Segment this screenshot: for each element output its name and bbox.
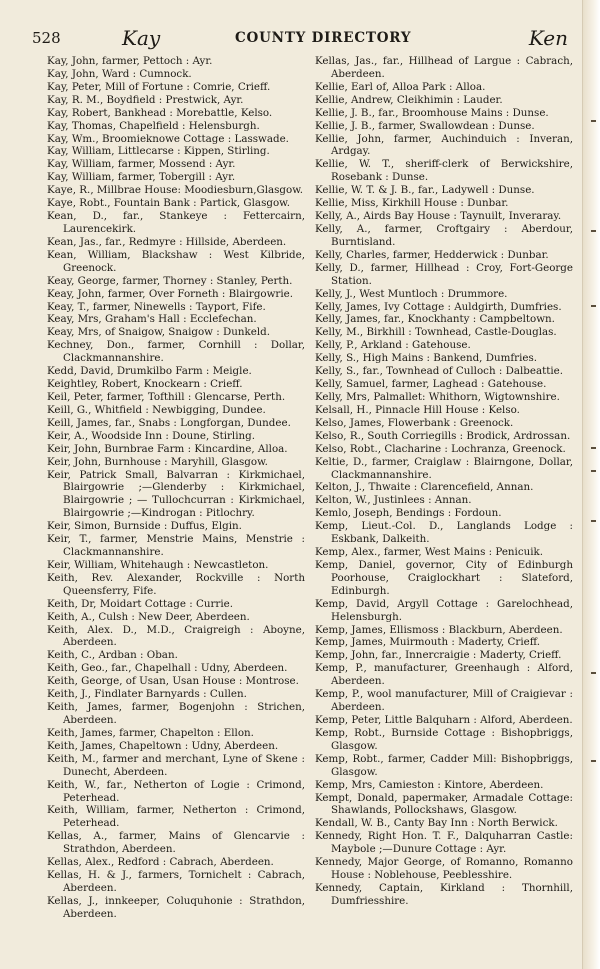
directory-entry: Keith, C., Ardban : Oban. [47,649,178,662]
directory-entry: Kellie, Miss, Kirkhill House : Dunbar. [315,197,509,210]
directory-entry: Kelly, P., Arkland : Gatehouse. [315,339,471,352]
header-left-guide-word: Kay [122,26,161,50]
directory-entry: Kemp, David, Argyll Cottage : Garelochhead, Helensburgh. [315,597,573,623]
directory-entry: Kay, R. M., Boydfield : Prestwick, Ayr. [47,93,244,106]
directory-entry: Kean, William, Blackshaw : West Kilbride, Greenock. [47,248,305,274]
directory-entry: Keith, Dr, Moidart Cottage : Currie. [47,597,234,610]
directory-entry: Kellas, A., farmer, Mains of Glencarvie : Strathdon, Aberdeen. [47,830,305,856]
header-right-guide-word: Ken [528,26,568,50]
directory-entry: Kelly, S., High Mains : Bankend, Dumfries. [315,352,538,365]
page-header [32,20,568,50]
directory-entry: Keir, A., Woodside Inn : Doune, Stirling. [47,429,255,442]
directory-entry: Kay, William, farmer, Tobergill : Ayr. [47,171,236,184]
directory-entry: Keay, Mrs, Graham's Hall : Ecclefechan. [47,313,257,326]
directory-entry: Kay, Thomas, Chapelfield : Helensburgh. [47,119,260,132]
directory-entry: Keith, James, Chapeltown : Udny, Aberdeen. [47,739,279,752]
directory-entry: Kelso, R., South Corriegills : Brodick, Ardrossan. [315,429,571,442]
directory-entry: Keir, T., farmer, Menstrie Mains, Menstrie : Clackmannanshire. [47,533,305,559]
directory-entry: Kellie, Andrew, Cleikhimin : Lauder. [315,93,503,106]
directory-entry: Keir, John, Burnhouse : Maryhill, Glasgow. [47,455,268,468]
directory-entry: Kennedy, Captain, Kirkland : Thornhill, Dumfriesshire. [315,882,573,907]
directory-entry: Kay, Peter, Mill of Fortune : Comrie, Crieff. [47,80,271,93]
directory-entry: Kemp, James, Ellismoss : Blackburn, Aberdeen. [315,623,563,636]
directory-entry: Kelton, W., Justinlees : Annan. [315,494,472,507]
directory-entry: Kemp, Robt., Burnside Cottage : Bishopbriggs, Glasgow. [315,726,573,752]
directory-entry: Kelly, Mrs, Palmallet: Whithorn, Wigtownshire. [315,390,560,403]
directory-entry: Keill, James, far., Snabs : Longforgan, Dundee. [47,416,291,429]
directory-entry: Kelly, A., Airds Bay House : Taynuilt, Inveraray. [315,210,562,223]
directory-entry: Kelly, A., farmer, Croftgairy : Aberdour, Burntisland. [315,222,573,248]
directory-entry: Kay, Wm., Broomieknowe Cottage : Lasswade. [47,132,289,145]
directory-entry: Kellie, Earl of, Alloa Park : Alloa. [315,80,486,93]
directory-entry: Kellas, Jas., far., Hillhead of Largue : Cabrach, Aberdeen. [315,55,573,80]
directory-entry: Kellie, J. B., far., Broomhouse Mains : Dunse. [315,106,549,119]
directory-entry: Kedd, David, Drumkilbo Farm : Meigle. [47,365,252,378]
directory-entry: Kay, William, farmer, Mossend : Ayr. [47,158,236,171]
directory-entry: Kelly, James, Ivy Cottage : Auldgirth, Dumfries. [315,300,562,313]
directory-entry: Kennedy, Major George, of Romanno, Romanno House : Noblehouse, Peeblesshire. [315,856,573,882]
directory-entry: Kemp, Daniel, governor, City of Edinburgh Poorhouse, Craiglockhart : Slateford, Edinburgh. [315,558,573,597]
directory-entry: Kay, John, Ward : Cumnock. [47,67,192,80]
directory-entry: Keightley, Robert, Knockearn : Crieff. [47,378,243,391]
directory-entry: Kelly, J., West Muntloch : Drummore. [315,287,508,300]
directory-entry: Kechney, Don., farmer, Cornhill : Dollar, Clackmannanshire. [47,339,305,365]
directory-entry: Keith, Rev. Alexander, Rockville : North Queensferry, Fife. [47,571,305,597]
directory-entry: Keay, George, farmer, Thorney : Stanley, Perth. [47,274,293,287]
directory-entry: Kemp, Alex., farmer, West Mains : Penicuik. [315,546,544,559]
directory-entry: Kelso, Robt., Clacharine : Lochranza, Greenock. [315,442,566,455]
page-edge-binding [582,0,600,969]
directory-entry: Kelly, D., farmer, Hillhead : Croy, Fort-George Station. [315,261,573,287]
directory-entry: Kemlo, Joseph, Bendings : Fordoun. [315,507,502,520]
directory-entry: Keltie, D., farmer, Craiglaw : Blairngone, Dollar, Clackmannanshire. [315,455,573,481]
directory-entry: Keill, G., Whitfield : Newbigging, Dundee. [47,403,266,416]
directory-entry: Kennedy, Right Hon. T. F., Dalquharran Castle: Maybole ;—Dunure Cottage : Ayr. [315,830,573,856]
directory-entry: Kellas, J., innkeeper, Coluquhonie : Strathdon, Aberdeen. [47,894,305,920]
directory-entry: Kemp, Mrs, Camieston : Kintore, Aberdeen. [315,778,544,791]
directory-entry: Keay, John, farmer, Over Forneth : Blairgowrie. [47,287,294,300]
directory-entry: Kemp, P., wool manufacturer, Mill of Craigievar : Aberdeen. [315,688,573,714]
directory-entry: Keil, Peter, farmer, Tofthill : Glencarse, Perth. [47,390,286,403]
directory-entry: Keith, James, farmer, Chapelton : Ellon. [47,726,254,739]
directory-entry: Kelly, Charles, farmer, Hedderwick : Dunbar. [315,248,549,261]
directory-entry: Kay, Robert, Bankhead : Morebattle, Kelso. [47,106,273,119]
left-column [47,55,305,921]
directory-entry: Kemp, John, far., Innercraigie : Maderty, Crieff. [315,649,562,662]
directory-entry: Keith, M., farmer and merchant, Lyne of Skene : Dunecht, Aberdeen. [47,752,305,778]
directory-entry: Keith, Geo., far., Chapelhall : Udny, Aberdeen. [47,662,288,675]
directory-entry: Kelly, M., Birkhill : Townhead, Castle-Douglas. [315,326,557,339]
directory-entry: Keir, Simon, Burnside : Duffus, Elgin. [47,520,242,533]
directory-entry: Kean, D., far., Stankeye : Fettercairn, Laurencekirk. [47,210,305,235]
directory-entry: Keir, Patrick Small, Balvarran : Kirkmichael, Blairgowrie ;—Glenderby : Kirkmichael, Blairgowrie ; — Tullochcurran : Kirkmichael, Blairgowrie ;—Kindrogan : Pitlochry. [47,468,305,520]
directory-entry: Kellie, J. B., farmer, Swallowdean : Dunse. [315,119,535,132]
page-number: 528 [32,29,61,47]
directory-entry: Kellas, H. & J., farmers, Tornichelt : Cabrach, Aberdeen. [47,869,305,894]
directory-entry: Kemp, Robt., farmer, Cadder Mill: Bishopbriggs, Glasgow. [315,752,573,778]
directory-entry: Keith, Alex. D., M.D., Craigreigh : Aboyne, Aberdeen. [47,623,305,649]
directory-entry: Kelton, J., Thwaite : Clarencefield, Annan. [315,481,534,494]
directory-entry: Keir, John, Burnbrae Farm : Kincardine, Alloa. [47,442,288,455]
page-title: COUNTY DIRECTORY [235,30,412,46]
directory-entry: Kaye, Robt., Fountain Bank : Partick, Glasgow. [47,197,291,210]
directory-entry: Keith, W., far., Netherton of Logie : Crimond, Peterhead. [47,778,305,804]
directory-entry: Keith, J., Findlater Barnyards : Cullen. [47,688,247,701]
directory-entry: Kelsall, H., Pinnacle Hill House : Kelso. [315,403,520,416]
directory-entry: Kemp, Peter, Little Balquharn : Alford, Aberdeen. [315,714,573,727]
directory-entry: Kemp, P., manufacturer, Greenhaugh : Alford, Aberdeen. [315,662,573,688]
directory-entry: Kendall, W. B., Canty Bay Inn : North Berwick. [315,817,558,830]
directory-entry: Kelly, James, far., Knockhanty : Campbeltown. [315,313,555,326]
directory-entry: Kempt, Donald, papermaker, Armadale Cottage: Shawlands, Pollockshaws, Glasgow. [315,791,573,817]
directory-entry: Keay, T., farmer, Ninewells : Tayport, Fife. [47,300,266,313]
right-column [315,55,573,908]
directory-entry: Kelly, S., far., Townhead of Culloch : Dalbeattie. [315,365,564,378]
directory-entry: Kellas, Alex., Redford : Cabrach, Aberdeen. [47,856,274,869]
directory-entry: Kellie, W. T., sheriff-clerk of Berwickshire, Rosebank : Dunse. [315,158,573,184]
directory-entry: Keith, William, farmer, Netherton : Crimond, Peterhead. [47,804,305,830]
directory-entry: Keay, Mrs, of Snaigow, Snaigow : Dunkeld. [47,326,271,339]
directory-entry: Kelly, Samuel, farmer, Laghead : Gatehouse. [315,378,547,391]
directory-entry: Keith, James, farmer, Bogenjohn : Strichen, Aberdeen. [47,701,305,727]
directory-entry: Kelso, James, Flowerbank : Greenock. [315,416,514,429]
directory-entry: Kay, John, farmer, Pettoch : Ayr. [47,55,213,67]
directory-entry: Keith, A., Culsh : New Deer, Aberdeen. [47,610,250,623]
directory-entry: Kellie, John, farmer, Auchinduich : Inveran, Ardgay. [315,132,573,158]
directory-entry: Keir, William, Whitehaugh : Newcastleton. [47,558,269,571]
directory-entry: Kemp, James, Muirmouth : Maderty, Crieff. [315,636,540,649]
directory-entry: Kay, William, Littlecarse : Kippen, Stirling. [47,145,270,158]
directory-entry: Kemp, Lieut.-Col. D., Langlands Lodge : Eskbank, Dalkeith. [315,520,573,546]
directory-entry: Kean, Jas., far., Redmyre : Hillside, Aberdeen. [47,235,287,248]
directory-entry: Kaye, R., Millbrae House: Moodiesburn,Glasgow. [47,184,304,197]
directory-entry: Keith, George, of Usan, Usan House : Montrose. [47,675,299,688]
directory-entry: Kellie, W. T. & J. B., far., Ladywell : Dunse. [315,184,535,197]
